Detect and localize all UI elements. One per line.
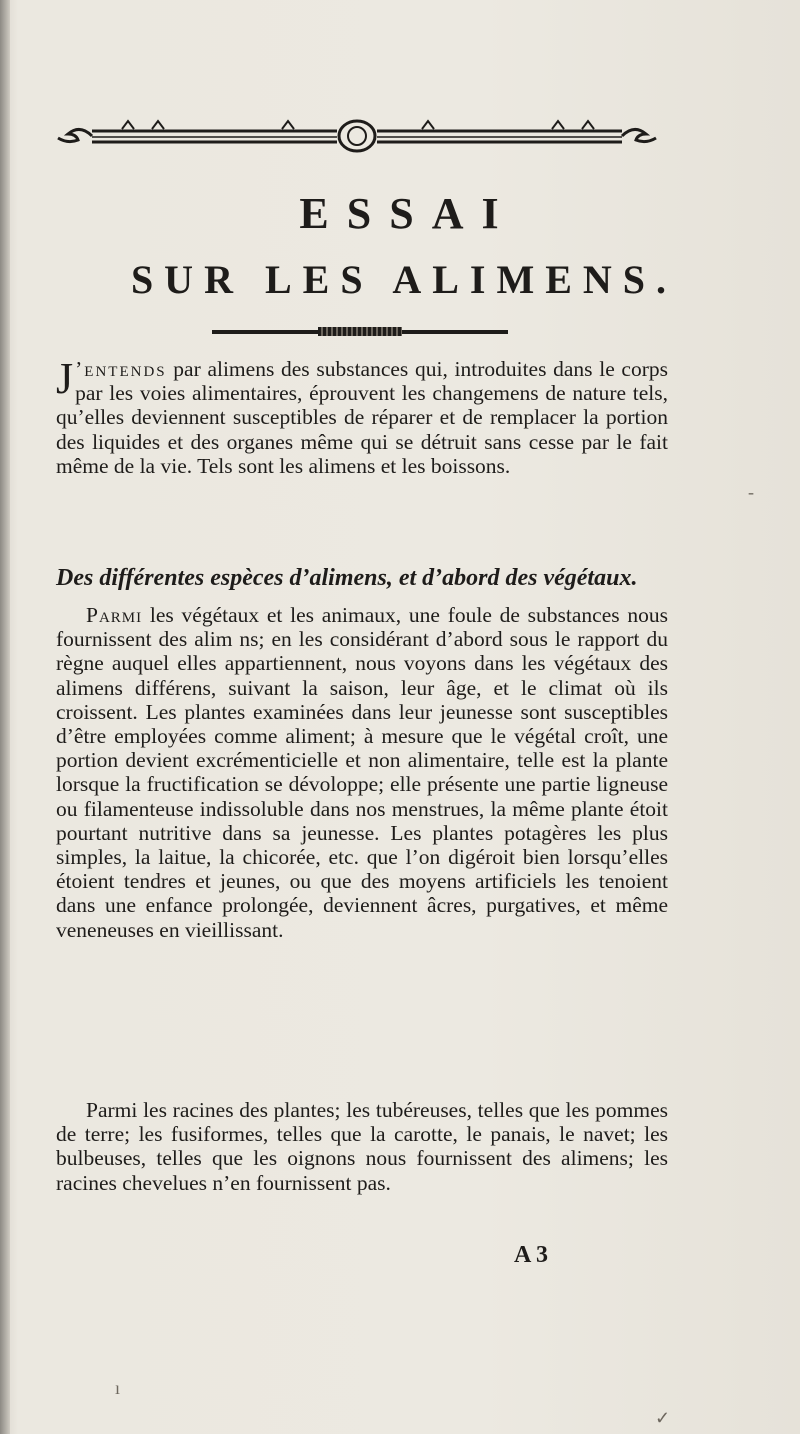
paragraph-body: par alimens des substances qui, introduites dans le corps par les voies alimentaires, éprouvent les changemens de nature tels, qu’elles deviennent susceptibles de réparer et de remplacer la portion des liquides et des organes même qui se détruit sans cesse par le fait même de la vie. Tels sont les alimens et les boissons. xyxy=(56,357,668,478)
paragraph-racines: Parmi les racines des plantes; les tubéreuses, telles que les pommes de terre; les fusiformes, telles que la carotte, le panais, le navet; les bulbeuses, telles que les oignons nous fournissent des alimens; les racines chevelues n’en fournissent pas. xyxy=(56,1098,668,1195)
paragraph-body: les végétaux et les animaux, une foule de substances nous fournissent des alim ns; en les considérant d’abord sous le rapport du règne auquel elles appartiennent, nous voyons dans les végétaux des alimens différens, suivant la saison, leur âge, et le climat où ils croissent. Les plantes examinées dans leur jeunesse sont susceptibles d’être employées comme aliment; à mesure que le végétal croît, une portion devient excrémenticielle et non alimentaire, telle est la plante lorsque la fructification se dévoloppe; elle présente une partie ligneuse ou filamenteuse indissoluble dans nos menstrues, la même plante étoit pourtant nutritive dans sa jeunesse. Les plantes potagères les plus simples, la laitue, la chicorée, etc. que l’on digéroit bien lorsqu’elles étoient tendres et jeunes, ou que des moyens artificiels les tenoient dans une enfance prolongée, deviennent âcres, purgatives, et même veneneuses en vieillissant. xyxy=(56,603,668,942)
drop-cap: J xyxy=(56,354,74,403)
paragraph-lead: Parmi xyxy=(86,603,143,627)
title-essai: ESSAI xyxy=(299,189,517,238)
title-sur-les-alimens: SUR LES ALIMENS. xyxy=(130,257,678,302)
paper-speck: - xyxy=(748,482,754,502)
paper-speck: ✓ xyxy=(655,1408,671,1428)
paragraph-lead: ’entends xyxy=(75,357,167,381)
decorative-header-ornament xyxy=(52,115,662,157)
paper-speck: ı xyxy=(115,1378,121,1398)
section-rule-ornament xyxy=(318,327,402,336)
paragraph-vegetaux xyxy=(56,603,668,942)
paragraph-definition xyxy=(56,354,668,478)
section-subheading: Des différentes espèces d’alimens, et d’abord des végétaux. xyxy=(56,565,638,591)
signature-mark: A 3 xyxy=(514,1242,549,1268)
